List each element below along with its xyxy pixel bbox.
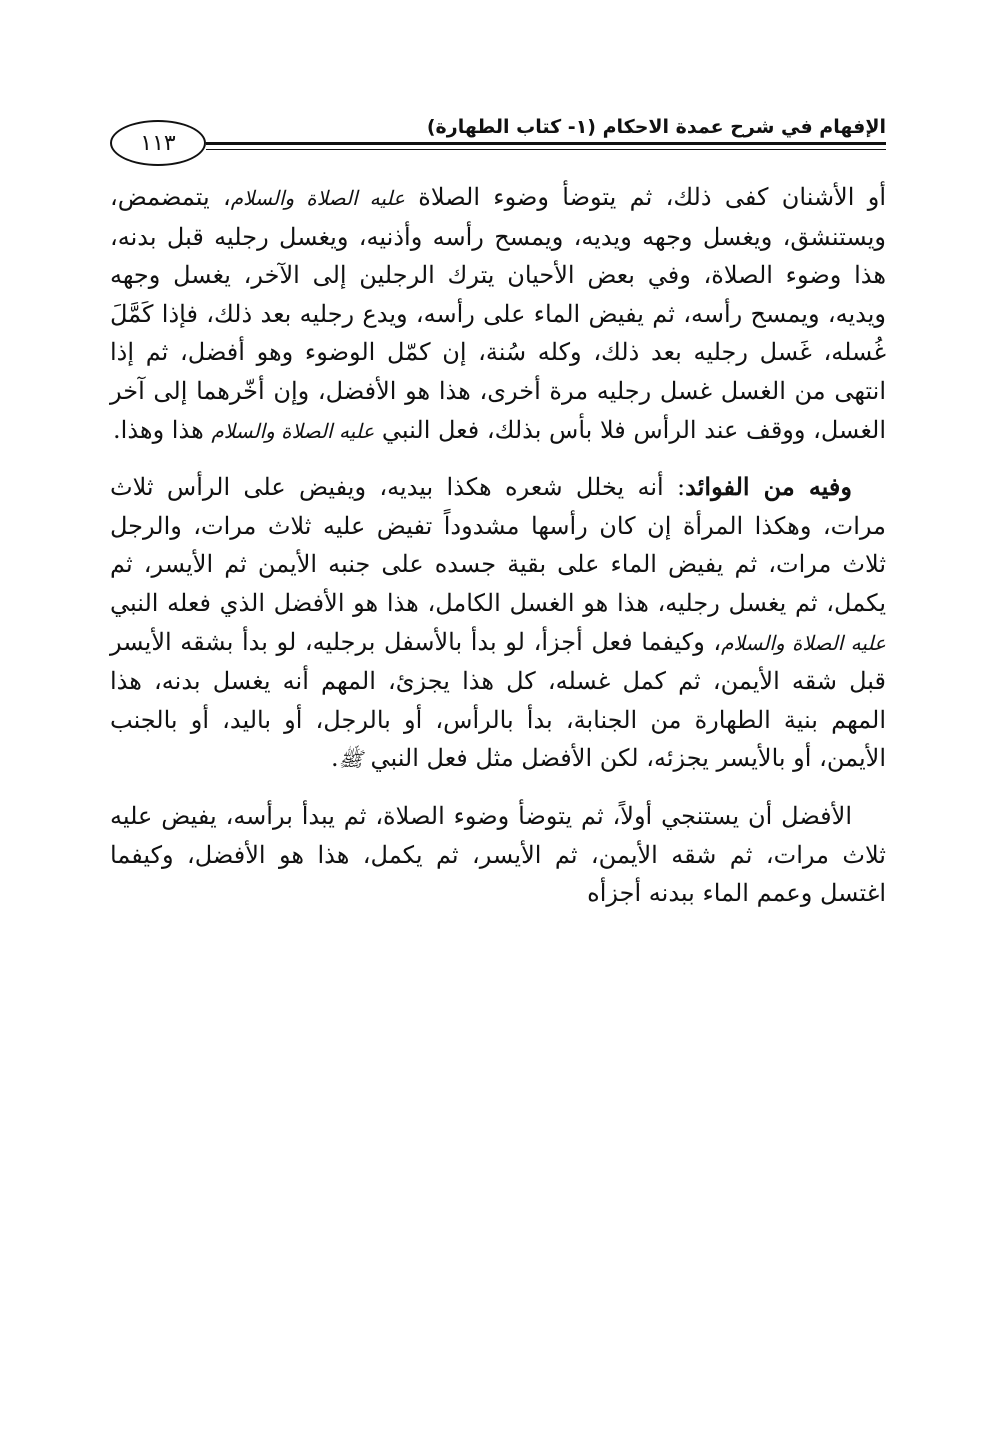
honorific: عليه الصلاة والسلام — [211, 418, 375, 443]
header-rule-thin — [206, 149, 886, 150]
text-run: ، وكيفما فعل أجزأ، لو بدأ بالأسفل برجليه، لو بدأ بشقه الأيسر قبل شقه الأيمن، ثم كمل غسله، كل هذا يجزئ، المهم أنه يغسل بدنه، هذا المهم بنية الطهارة من الجنابة، بدأ بالرأس، أو بالرجل، أو باليد، أو بالجنب الأيمن، أو بالأيسر يجزئه، لكن الأفضل مثل فعل النبي — [110, 627, 886, 773]
honorific: عليه الصلاة والسلام — [721, 630, 886, 655]
paragraph-1 — [110, 178, 886, 450]
text-run: ، يتمضمض، ويستنشق، ويغسل وجهه ويديه، ويمسح رأسه وأذنيه، ويغسل رجليه قبل بدنه، هذا وضوء الصلاة، وفي بعض الأحيان يترك الرجلين إلى الآخر، يغسل وجهه ويديه، ويمسح رأسه، ثم يفيض الماء على رأسه، ويدع رجليه بعد ذلك، فإذا كَمَّلَ غُسله، غَسل رجليه بعد ذلك، وكله سُنة، إن كمّل الوضوء وهو أفضل، ثم إذا انتهى من الغسل غسل رجليه مرة أخرى، هذا هو الأفضل، وإن أخّرهما إلى آخر الغسل، ووقف عند الرأس فلا بأس بذلك، فعل النبي — [110, 183, 886, 444]
page-number: ١١٣ — [110, 120, 206, 166]
page-header — [110, 110, 886, 180]
text-run: الأفضل أن يستنجي أولاً، ثم يتوضأ وضوء الصلاة، ثم يبدأ برأسه، يفيض عليه ثلاث مرات، ثم شقه الأيمن، ثم الأيسر، ثم يكمل، هذا هو الأفضل، وكيفما اغتسل وعمم الماء ببدنه أجزأه — [110, 801, 886, 908]
paragraph-3 — [110, 797, 886, 913]
text-run: هذا وهذا. — [113, 415, 212, 444]
text-run: : أنه يخلل شعره هكذا بيديه، ويفيض على الرأس ثلاث مرات، وهكذا المرأة إن كان رأسها مشدوداً تفيض عليه ثلاث مرات، والرجل ثلاث مرات، ثم يفيض الماء على بقية جسده على جنبه الأيمن ثم الأيسر، ثم يكمل، ثم يغسل رجليه، هذا هو الغسل الكامل، هذا هو الأفضل الذي فعله النبي — [110, 473, 886, 617]
honorific: ﷺ — [338, 747, 363, 772]
benefits-heading: وفيه من الفوائد — [685, 472, 852, 502]
honorific: عليه الصلاة والسلام — [230, 186, 405, 210]
text-run: . — [331, 744, 339, 773]
header-rule-thick — [206, 142, 886, 145]
text-run: أو الأشنان كفى ذلك، ثم يتوضأ وضوء الصلاة — [404, 183, 886, 211]
body-text — [110, 178, 886, 913]
paragraph-2 — [110, 468, 886, 779]
running-title: الإفهام في شرح عمدة الاحكام (١- كتاب الطهارة) — [426, 116, 886, 138]
